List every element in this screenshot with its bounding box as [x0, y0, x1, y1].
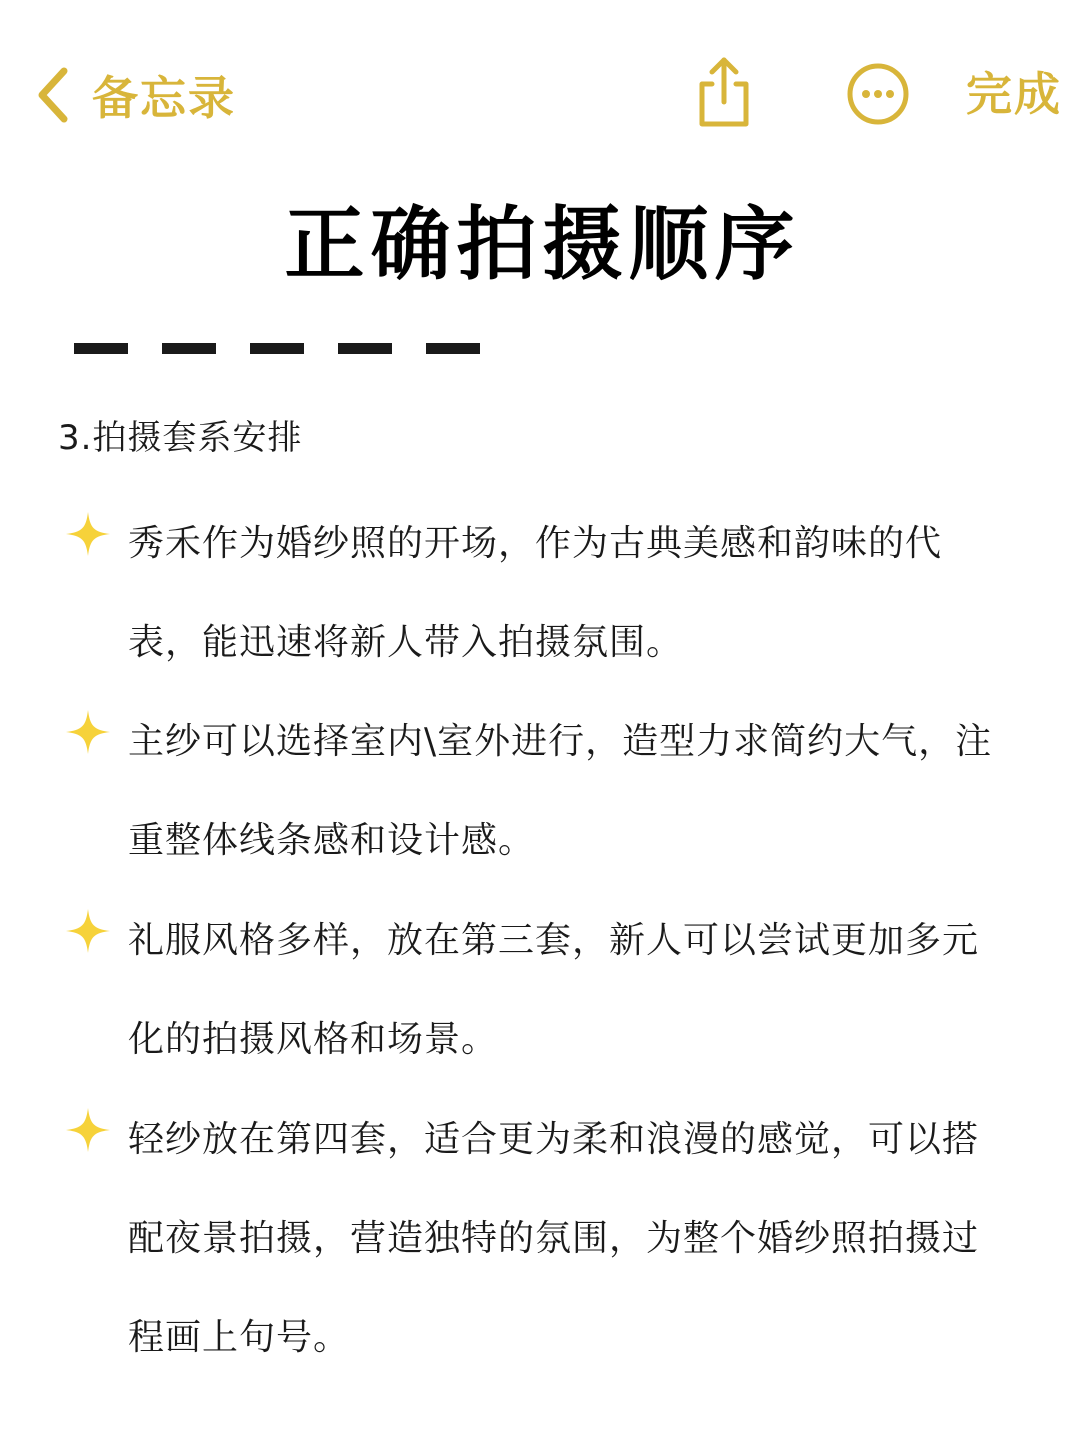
divider-dash [426, 343, 480, 354]
sparkle-icon [64, 1106, 112, 1154]
dashed-divider [74, 343, 514, 354]
back-label: 备忘录 [92, 71, 236, 125]
done-button[interactable]: 完成 [966, 67, 1062, 121]
share-button[interactable] [692, 54, 756, 130]
share-icon [692, 54, 756, 130]
list-item-text: 轻纱放在第四套，适合更为柔和浪漫的感觉，可以搭配夜景拍摄，营造独特的氛围，为整个婚纱照拍摄过程画上句号。 [128, 1119, 980, 1358]
divider-dash [74, 343, 128, 354]
divider-dash [162, 343, 216, 354]
divider-dash [250, 343, 304, 354]
sparkle-icon [64, 907, 112, 955]
navigation-bar [0, 40, 1085, 150]
note-title: 正确拍摄顺序 [284, 198, 801, 291]
sparkle-icon [64, 510, 112, 558]
section-heading: 3.拍摄套系安排 [58, 418, 303, 458]
chevron-left-icon [34, 65, 70, 125]
divider-dash [338, 343, 392, 354]
more-button[interactable] [846, 62, 910, 126]
more-icon [846, 62, 910, 126]
list-item-text: 主纱可以选择室内\室外进行，造型力求简约大气，注重整体线条感和设计感。 [128, 721, 993, 861]
sparkle-icon [64, 708, 112, 756]
list-item-text: 秀禾作为婚纱照的开场，作为古典美感和韵味的代表，能迅速将新人带入拍摄氛围。 [128, 523, 943, 663]
back-button[interactable] [34, 60, 236, 130]
list-item-text: 礼服风格多样，放在第三套，新人可以尝试更加多元化的拍摄风格和场景。 [128, 920, 980, 1060]
